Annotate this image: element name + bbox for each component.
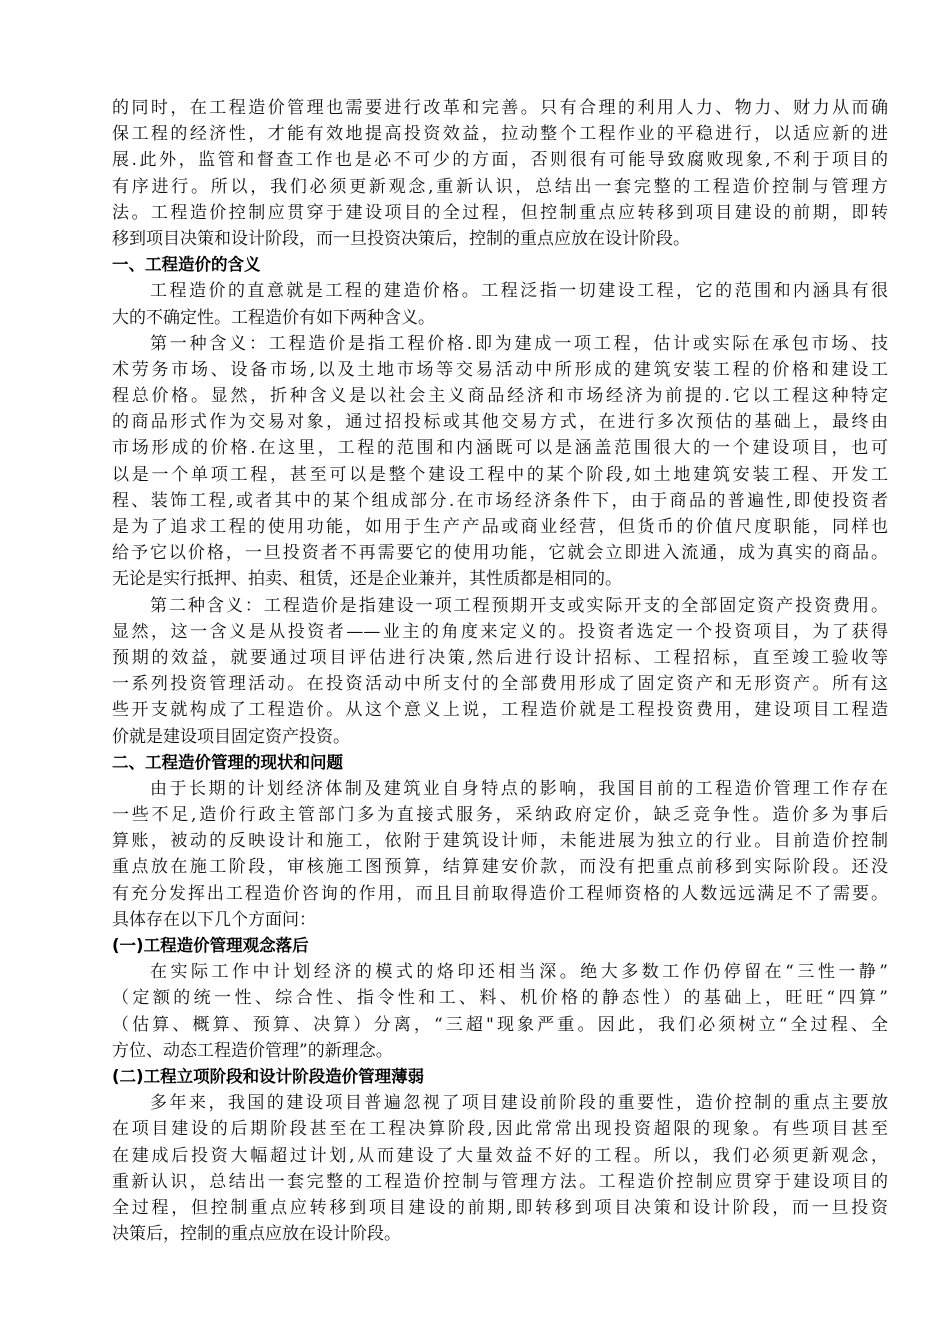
text-line: 决策后，控制的重点应放在设计阶段。 <box>112 1224 401 1245</box>
paragraph-definition <box>112 278 888 330</box>
text-line: 大的不确定性。工程造价有如下两种含义。 <box>112 307 435 328</box>
text-line: 在实际工作中计划经济的模式的烙印还相当深。绝大多数工作仍停留在“三性一静” <box>150 962 888 983</box>
text-line: 市场形成的价格.在这里，工程的范围和内涵既可以是涵盖范围很大的一个建设项目，也可 <box>112 438 888 459</box>
text-line: 预期的效益，就要通过项目评估进行决策,然后进行设计招标、工程招标，直至竣工验收等 <box>112 647 888 668</box>
document-page <box>112 95 888 1247</box>
text-line: 一系列投资管理活动。在投资活动中所支付的全部费用形成了固定资产和无形资产。所有这 <box>112 674 888 695</box>
text-line: 展.此外，监管和督查工作也是必不可少的方面，否则很有可能导致腐败现象,不利于项目的 <box>112 150 888 171</box>
text-line: 具体存在以下几个方面问： <box>112 909 316 930</box>
text-line: 方位、动态工程造价管理”的新理念。 <box>112 1040 393 1061</box>
section-heading-1: 一、工程造价的含义 <box>112 255 261 275</box>
paragraph-outdated-concepts <box>112 959 888 1064</box>
text-line: 一些不足,造价行政主管部门多为直接式服务，采纳政府定价，缺乏竞争性。造价多为事后 <box>112 805 888 826</box>
text-line: 法。工程造价控制应贯穿于建设项目的全过程，但控制重点应转移到项目建设的前期，即转 <box>112 202 888 223</box>
text-line: 重新认识，总结出一套完整的工程造价控制与管理方法。工程造价控制应贯穿于建设项目的 <box>112 1171 888 1192</box>
text-line: 全过程，但控制重点应转移到项目建设的前期,即转移到项目决策和设计阶段，而一旦投资 <box>112 1197 888 1218</box>
text-line: 以是一个单项工程，甚至可以是整个建设工程中的某个阶段,如土地建筑安装工程、开发工 <box>112 464 888 485</box>
text-line: 第一种含义：工程造价是指工程价格.即为建成一项工程，估计或实际在承包市场、技 <box>150 333 888 354</box>
section-heading-2: 二、工程造价管理的现状和问题 <box>112 752 343 772</box>
paragraph-first-meaning <box>112 331 888 593</box>
text-line: 些开支就构成了工程造价。从这个意义上说，工程造价就是工程投资费用，建设项目工程造 <box>112 700 888 721</box>
text-line: （估算、概算、预算、决算）分离，“三超"现象严重。因此，我们必须树立“全过程、全 <box>112 1014 888 1035</box>
text-line: 给予它以价格，一旦投资者不再需要它的使用功能，它就会立即进入流通，成为真实的商品。 <box>112 543 888 564</box>
text-line: 第二种含义：工程造价是指建设一项工程预期开支或实际开支的全部固定资产投资费用。 <box>150 595 888 616</box>
paragraph-intro <box>112 95 888 252</box>
text-line: 多年来，我国的建设项目普遍忽视了项目建设前阶段的重要性，造价控制的重点主要放 <box>150 1093 888 1114</box>
text-line: 有充分发挥出工程造价咨询的作用，而且目前取得造价工程师资格的人数远远满足不了需要。 <box>112 883 888 904</box>
text-line: 移到项目决策和设计阶段，而一旦投资决策后，控制的重点应放在设计阶段。 <box>112 228 690 249</box>
text-line: （定额的统一性、综合性、指令性和工、料、机价格的静态性）的基础上，旺旺“四算” <box>112 988 888 1009</box>
paragraph-current-status <box>112 776 888 933</box>
text-line: 程总价格。显然，折种含义是以社会主义商品经济和市场经济为前提的.它以工程这种特定 <box>112 386 888 407</box>
text-line: 术劳务市场、设备市场,以及土地市场等交易活动中所形成的建筑安装工程的价格和建设工 <box>112 359 888 380</box>
text-line: 在建成后投资大幅超过计划,从而建设了大量效益不好的工程。所以，我们必须更新观念， <box>112 1145 888 1166</box>
subsection-heading-1: (一)工程造价管理观念落后 <box>112 936 309 955</box>
text-line: 的同时，在工程造价管理也需要进行改革和完善。只有合理的利用人力、物力、财力从而确 <box>112 98 888 118</box>
text-line: 是为了追求工程的使用功能，如用于生产产品或商业经营，但货币的价值尺度职能，同样也 <box>112 517 888 537</box>
text-line: 算账，被动的反映设计和施工，依附于建筑设计师，未能进展为独立的行业。目前造价控制 <box>112 831 888 852</box>
paragraph-weak-management <box>112 1090 888 1247</box>
text-line: 的商品形式作为交易对象，通过招投标或其他交易方式，在进行多次预估的基础上，最终由 <box>112 412 888 433</box>
text-line: 无论是实行抵押、拍卖、租赁，还是企业兼并，其性质都是相同的。 <box>112 569 622 590</box>
text-line: 由于长期的计划经济体制及建筑业自身特点的影响，我国目前的工程造价管理工作存在 <box>150 778 888 799</box>
text-line: 在项目建设的后期阶段甚至在工程决算阶段,因此常常出现投资超限的现象。有些项目甚至 <box>112 1119 888 1140</box>
text-line: 工程造价的直意就是工程的建造价格。工程泛指一切建设工程，它的范围和内涵具有很 <box>150 281 888 302</box>
paragraph-second-meaning <box>112 593 888 750</box>
text-line: 重点放在施工阶段，审核施工图预算，结算建安价款，而没有把重点前移到实际阶段。还没 <box>112 857 888 878</box>
text-line: 显然，这一含义是从投资者——业主的角度来定义的。投资者选定一个投资项目，为了获得 <box>112 621 888 642</box>
subsection-heading-2: (二)工程立项阶段和设计阶段造价管理薄弱 <box>112 1066 425 1086</box>
text-line: 价就是建设项目固定资产投资。 <box>112 726 350 747</box>
text-line: 保工程的经济性，才能有效地提高投资效益，拉动整个工程作业的平稳进行，以适应新的进 <box>112 124 888 145</box>
text-line: 程、装饰工程,或者其中的某个组成部分.在市场经济条件下，由于商品的普遍性,即使投资者 <box>112 490 888 511</box>
text-line: 有序进行。所以，我们必须更新观念,重新认识，总结出一套完整的工程造价控制与管理方 <box>112 176 888 197</box>
